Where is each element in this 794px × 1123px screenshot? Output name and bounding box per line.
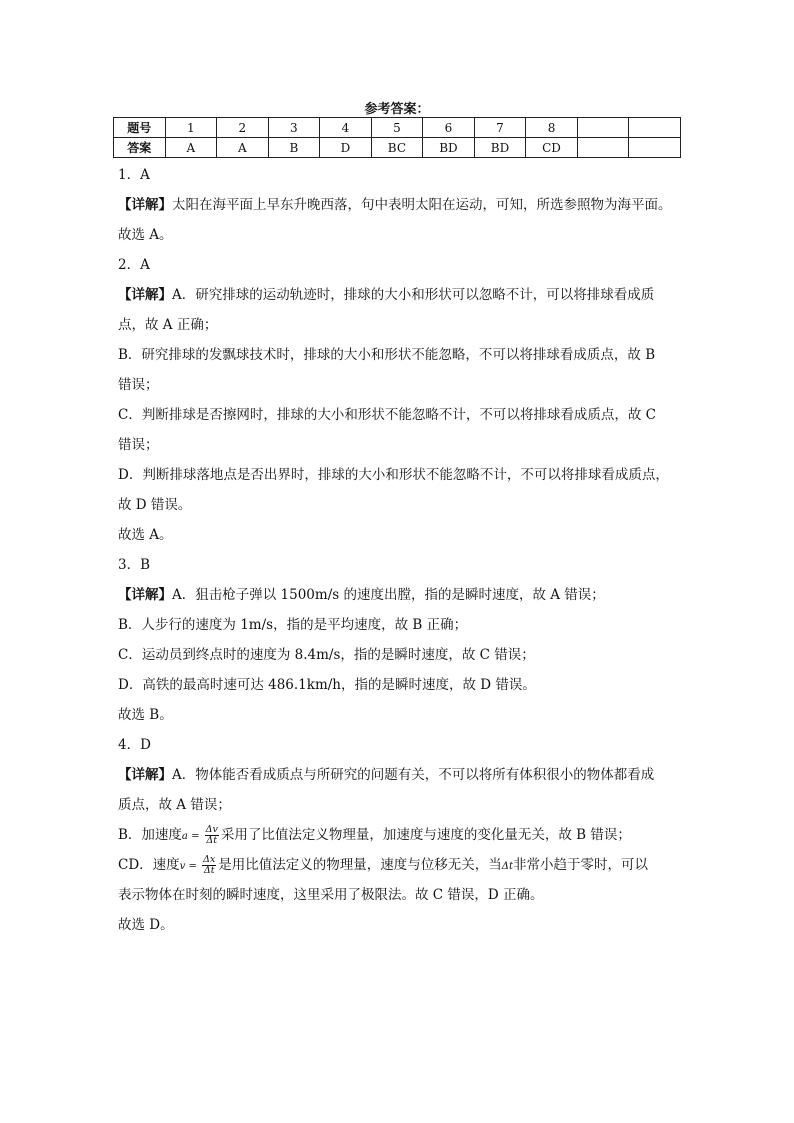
solution-text: A．物体能否看成质点与所研究的问题有关，不可以将所有体积很小的物体都看成	[172, 767, 655, 783]
question-heading: 2．A	[118, 257, 150, 273]
solution-text: 太阳在海平面上早东升晚西落，句中表明太阳在运动，可知，所选参照物为海平面。	[172, 197, 672, 213]
solution-line: 故 D 错误。	[118, 497, 192, 513]
table-cell	[629, 138, 681, 158]
solution-line: B．研究排球的发飘球技术时，排球的大小和形状不能忽略，不可以将排球看成质点，故 B	[118, 347, 656, 363]
solution-line	[118, 280, 684, 310]
solutions	[118, 160, 684, 940]
formula-symbol: Δt	[501, 861, 514, 872]
table-cell: 3	[268, 118, 320, 138]
detail-tag: 【详解】	[118, 587, 172, 603]
solution-text: B．加速度	[118, 827, 182, 843]
detail-tag: 【详解】	[118, 197, 172, 213]
table-cell: 2	[217, 118, 269, 138]
fraction-numerator: Δv	[205, 824, 218, 835]
solution-text: A．研究排球的运动轨迹时，排球的大小和形状可以忽略不计，可以将排球看成质	[172, 287, 655, 303]
formula-variable: v	[179, 861, 186, 872]
conclusion: 故选 D。	[118, 917, 174, 933]
table-row-header: 答案	[114, 138, 166, 158]
conclusion: 故选 A。	[118, 227, 173, 243]
table-cell: A	[217, 138, 269, 158]
table-cell: 1	[165, 118, 217, 138]
solution-line: C．判断排球是否擦网时，排球的大小和形状不能忽略不计，不可以将排球看成质点，故 C	[118, 407, 656, 423]
table-cell: D	[320, 138, 372, 158]
formula-equals: =	[185, 861, 201, 872]
table-cell: 7	[474, 118, 526, 138]
solution-line	[118, 850, 684, 880]
solution-line: B．人步行的速度为 1m/s，指的是平均速度，故 B 正确；	[118, 617, 468, 633]
question-heading: 3．B	[118, 557, 151, 573]
table-cell: A	[165, 138, 217, 158]
fraction-denominator: Δt	[203, 865, 215, 876]
solution-line: C．运动员到终点时的速度为 8.4m/s，指的是瞬时速度，故 C 错误；	[118, 647, 535, 663]
table-row-answers	[114, 138, 681, 158]
fraction-denominator: Δt	[206, 835, 218, 846]
solution-line: 表示物体在时刻的瞬时速度，这里采用了极限法。故 C 错误，D 正确。	[118, 887, 544, 903]
detail-tag: 【详解】	[118, 287, 172, 303]
table-cell: BC	[371, 138, 423, 158]
question-heading: 1．A	[118, 167, 150, 183]
solution-line	[118, 190, 684, 220]
table-cell: B	[268, 138, 320, 158]
formula-fraction	[202, 855, 216, 876]
solution-line	[118, 580, 684, 610]
table-cell: CD	[526, 138, 578, 158]
solution-line: 点，故 A 正确；	[118, 317, 218, 333]
solution-text: 是用比值法定义的物理量，速度与位移无关，当	[218, 857, 502, 873]
formula-fraction	[205, 825, 219, 846]
solution-line: D．判断排球落地点是否出界时，排球的大小和形状不能忽略不计，不可以将排球看成质点，	[118, 467, 669, 483]
solution-line	[118, 760, 684, 790]
table-cell: 8	[526, 118, 578, 138]
solution-line: 错误；	[118, 437, 159, 453]
page-title: 参考答案：	[364, 102, 430, 117]
formula-variable: a	[181, 831, 188, 842]
formula-equals: =	[187, 831, 203, 842]
table-cell: 5	[371, 118, 423, 138]
question-heading: 4．D	[118, 737, 151, 753]
fraction-numerator: Δx	[203, 854, 216, 865]
solution-line: 错误；	[118, 377, 159, 393]
table-cell	[577, 118, 629, 138]
table-row-header: 题号	[114, 118, 166, 138]
table-cell: 4	[320, 118, 372, 138]
table-cell: 6	[423, 118, 475, 138]
solution-text: A．狙击枪子弹以 1500m/s 的速度出膛，指的是瞬时速度，故 A 错误；	[172, 587, 605, 603]
answer-table	[113, 117, 681, 158]
solution-text: 采用了比值法定义物理量，加速度与速度的变化量无关，故 B 错误；	[220, 827, 631, 843]
table-cell	[577, 138, 629, 158]
solution-line: 质点，故 A 错误；	[118, 797, 231, 813]
conclusion: 故选 B。	[118, 707, 173, 723]
conclusion: 故选 A。	[118, 527, 173, 543]
table-row-numbers	[114, 118, 681, 138]
solution-text: 非常小趋于零时，可以	[513, 857, 649, 873]
solution-text: CD．速度	[118, 857, 180, 873]
detail-tag: 【详解】	[118, 767, 172, 783]
table-cell: BD	[423, 138, 475, 158]
solution-line: D．高铁的最高时速可达 486.1km/h，指的是瞬时速度，故 D 错误。	[118, 677, 536, 693]
table-cell	[629, 118, 681, 138]
table-cell: BD	[474, 138, 526, 158]
solution-line	[118, 820, 684, 850]
